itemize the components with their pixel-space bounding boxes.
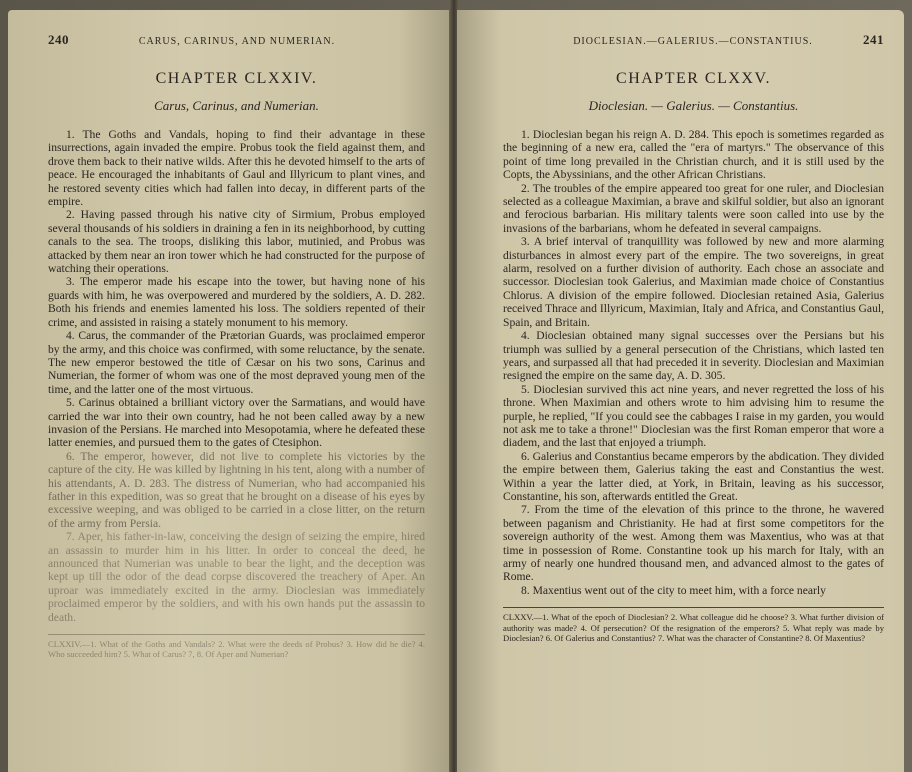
left-paragraph-1: 1. The Goths and Vandals, hoping to find their advantage in these insurrections, again invaded the empire. Probus took the field against them, and drove them back to their native wilds. After this he devoted himself to the arts of peace. He encouraged the inhabitants of Gaul and Illyricum to plant vines, and he restored seventy cities which had fallen into decay, in different parts of the empire. bbox=[48, 128, 425, 209]
left-page bbox=[8, 10, 451, 772]
left-footnote-rule bbox=[48, 634, 425, 635]
right-paragraph-4: 4. Dioclesian obtained many signal successes over the Persians but his triumph was sullied by a general persecution of the Christians, which lasted ten years, and surpassed all that had preceded it in severity. Dioclesian and Maximian resigned the empire on the same day, A. D. 305. bbox=[503, 329, 884, 383]
right-paragraph-2: 2. The troubles of the empire appeared too great for one ruler, and Dioclesian selected as a colleague Maximian, a brave and skilful soldier, but also an ignorant and ferocious barbarian. His military talents were soon called into use by the invasions of the barbarians, whom he defeated in several campaigns. bbox=[503, 181, 884, 235]
left-paragraph-5: 5. Carinus obtained a brilliant victory over the Sarmatians, and would have carried the war into their own country, had he not been called away by a new invasion of the Persians. He marched into Mesopotamia, where he defeated these latter enemies, and pursued them to the gates of Ctesiphon. bbox=[48, 396, 425, 450]
right-paragraph-8: 8. Maxentius went out of the city to meet him, with a force nearly bbox=[521, 583, 826, 597]
left-paragraph-3: 3. The emperor made his escape into the tower, but having none of his guards with him, he was overpowered and murdered by the soldiers, A. D. 282. Both his friends and enemies lamented his loss. The soldiers repented of their crime, and assisted in raising a stately monument to his memory. bbox=[48, 275, 425, 329]
right-paragraph-1: 1. Dioclesian began his reign A. D. 284. This epoch is sometimes regarded as the beginning of a new era, called the "era of martyrs." The observance of this point of time long prevailed in the Christian church, and it is still used by the Copts, the Abyssinians, and the other African Christians. bbox=[503, 128, 884, 182]
right-page-number: 241 bbox=[863, 32, 884, 47]
right-chapter-title: CHAPTER CLXXV. bbox=[616, 70, 771, 87]
left-paragraph-2: 2. Having passed through his native city of Sirmium, Probus employed several thousands of his soldiers in draining a fen in its neighborhood, by cutting canals to the sea. The troops, disliking this labor, mutinied, and Probus was attacked by them near an iron tower which he had constructed for the purpose of watching their operations. bbox=[48, 208, 425, 276]
right-chapter-subtitle: Dioclesian. — Galerius. — Constantius. bbox=[588, 98, 799, 113]
right-page bbox=[457, 10, 904, 772]
right-footnote: CLXXV.—1. What of the epoch of Dioclesian? 2. What colleague did he choose? 3. What further division of authority was made? 4. Of persecution? Of the resignation of the emperors? 5. What reply was made by Dioclesian? 6. Of Galerius and Constantius? 7. What was the character of Constantine? 8. Of Maxentius? bbox=[503, 612, 884, 644]
right-running-title: DIOCLESIAN.—GALERIUS.—CONSTANTIUS. bbox=[573, 36, 813, 47]
left-chapter-title: CHAPTER CLXXIV. bbox=[155, 70, 318, 87]
left-footnote: CLXXIV.—1. What of the Goths and Vandals? 2. What were the deeds of Probus? 3. How did he die? 4. Who succeeded him? 5. What of Carus? 7, 8. Of Aper and Numerian? bbox=[48, 639, 425, 660]
left-paragraph-7: 7. Aper, his father-in-law, conceiving the design of seizing the empire, hired an assassin to murder him in his litter. In order to conceal the deed, he announced that Numerian was unable to bear the light, and the deception was kept up till the odor of the dead corpse discovered the treachery of Aper. An uproar was immediately excited in the army. Dioclesian was immediately proclaimed emperor by the soldiers, and with his own hands put the assassin to death. bbox=[48, 530, 425, 624]
left-running-head bbox=[48, 32, 425, 48]
right-paragraph-7: 7. From the time of the elevation of this prince to the throne, he wavered between paganism and Christianity. He had at first some competitors for the sovereign authority of the west. Among them was Maxentius, who was at that time in possession of Rome. Constantine took up his march for Italy, with an army of nearly one hundred thousand men, and advanced almost to the gates of Rome. bbox=[503, 503, 884, 584]
left-chapter-subtitle: Carus, Carinus, and Numerian. bbox=[154, 98, 319, 113]
left-page-number: 240 bbox=[48, 32, 69, 47]
right-running-head bbox=[503, 32, 884, 48]
right-footnote-rule bbox=[503, 607, 884, 608]
left-running-title: CARUS, CARINUS, AND NUMERIAN. bbox=[138, 36, 336, 47]
right-paragraph-5: 5. Dioclesian survived this act nine years, and never regretted the loss of his throne. When Maximian and others wrote to him advising him to resume the purple, he replied, "If you could see the cabbages I raise in my garden, you would not ask me to take a throne!" Dioclesian was the first Roman emperor that wore a diadem, and the last that enjoyed a triumph. bbox=[503, 382, 884, 450]
right-paragraph-6: 6. Galerius and Constantius became emperors by the abdication. They divided the empire between them, Galerius taking the east and Constantius the west. Within a year the latter died, at York, in Britain, leaving as his successor, Constantine, his son, afterwards entitled the Great. bbox=[503, 449, 884, 503]
left-paragraph-6: 6. The emperor, however, did not live to complete his victories by the capture of the city. He was killed by lightning in his tent, along with a number of his attendants, A. D. 283. The distress of Numerian, who had accompanied his father in this expedition, was so great that he brought on a disease of his eyes by excessive weeping, and was obliged to be carried in a close litter, on the return of the army from Persia. bbox=[48, 449, 425, 530]
left-paragraph-4: 4. Carus, the commander of the Prætorian Guards, was proclaimed emperor by the army, and this choice was confirmed, with some reluctance, by the senate. The new emperor bestowed the title of Cæsar on his two sons, Carinus and Numerian, the former of whom was one of the most depraved young men of the time, and the latter one of the most virtuous. bbox=[48, 329, 425, 396]
right-paragraph-3: 3. A brief interval of tranquillity was followed by new and more alarming disturbances in almost every part of the empire. The two sovereigns, in great alarm, resolved on a further division of authority. Each chose an associate and successor. Dioclesian took Galerius, and Maximian made choice of Constantius Chlorus. A division of the empire followed. Dioclesian retained Asia, Galerius received Thrace and Illyricum, Maximian, Italy and Africa, and Constantius Gaul, Spain, and Britain. bbox=[503, 235, 884, 329]
